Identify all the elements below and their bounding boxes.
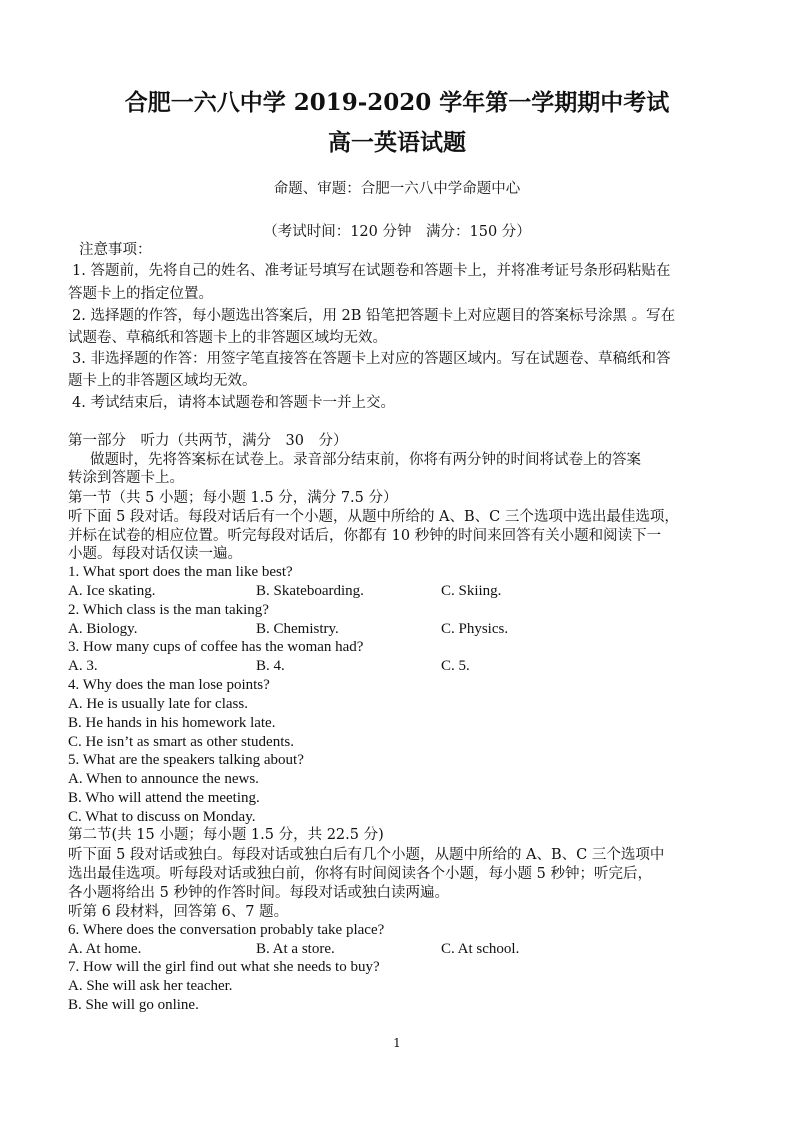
option-a: A. He is usually late for class. <box>68 696 248 712</box>
page-number: 1 <box>393 1036 401 1050</box>
option-b: B. 4. <box>256 658 285 674</box>
option-a: A. Ice skating. <box>68 583 156 599</box>
option-a: A. She will ask her teacher. <box>68 978 233 994</box>
question-text: 2. Which class is the man taking? <box>68 602 269 618</box>
notice-heading: 注意事项： <box>79 242 152 258</box>
option-c: C. At school. <box>441 941 520 957</box>
exam-title: 合肥一六八中学 2019-2020 学年第一学期期中考试 <box>124 89 670 116</box>
section2-heading: 第二节(共 15 小题；每小题 1.5 分，共 22.5 分) <box>68 827 384 843</box>
exam-author: 命题、审题：合肥一六八中学命题中心 <box>273 181 521 197</box>
option-c: C. He isn’t as smart as other students. <box>68 734 294 750</box>
option-b: B. She will go online. <box>68 997 199 1013</box>
notice-line: 答题卡上的指定位置。 <box>68 286 213 302</box>
question-text: 5. What are the speakers talking about? <box>68 752 304 768</box>
question-text: 1. What sport does the man like best? <box>68 564 293 580</box>
notice-line: 2. 选择题的作答，每小题选出答案后，用 2B 铅笔把答题卡上对应题目的答案标号涂黑 。写在 <box>72 308 676 324</box>
section2-instruction: 各小题将给出 5 秒钟的作答时间。每段对话或独白读两遍。 <box>68 885 449 901</box>
option-a: A. Biology. <box>68 621 138 637</box>
part1-intro: 做题时，先将答案标在试卷上。录音部分结束前，你将有两分钟的时间将试卷上的答案 <box>90 452 641 468</box>
option-a: A. At home. <box>68 941 142 957</box>
option-b: B. At a store. <box>256 941 335 957</box>
part1-heading: 第一部分 听力（共两节，满分 30 分） <box>68 433 348 449</box>
notice-line: 3. 非选择题的作答：用签字笔直接答在答题卡上对应的答题区域内。写在试题卷、草稿纸和答 <box>72 351 671 367</box>
section1-instruction: 并标在试卷的相应位置。听完每段对话后，你都有 10 秒钟的时间来回答有关小题和阅读下一 <box>68 528 662 544</box>
option-a: A. 3. <box>68 658 98 674</box>
option-c: C. Physics. <box>441 621 509 637</box>
section2-instruction: 选出最佳选项。听每段对话或独白前，你将有时间阅读各个小题，每小题 5 秒钟；听完后， <box>68 866 652 882</box>
material-heading: 听第 6 段材料，回答第 6、7 题。 <box>68 904 289 920</box>
section1-heading: 第一节（共 5 小题；每小题 1.5 分，满分 7.5 分） <box>68 490 398 506</box>
notice-line: 4. 考试结束后，请将本试题卷和答题卡一并上交。 <box>72 395 395 411</box>
section1-instruction: 听下面 5 段对话。每段对话后有一个小题，从题中所给的 A、B、C 三个选项中选出最佳选项， <box>68 509 679 525</box>
question-text: 6. Where does the conversation probably take place? <box>68 922 385 938</box>
section2-instruction: 听下面 5 段对话或独白。每段对话或独白后有几个小题，从题中所给的 A、B、C 三个选项中 <box>68 847 665 863</box>
option-c: C. What to discuss on Monday. <box>68 809 256 825</box>
notice-line: 试题卷、草稿纸和答题卡上的非答题区域均无效。 <box>68 330 387 346</box>
option-b: B. Chemistry. <box>256 621 339 637</box>
question-text: 3. How many cups of coffee has the woman had? <box>68 639 364 655</box>
question-text: 4. Why does the man lose points? <box>68 677 270 693</box>
part1-intro: 转涂到答题卡上。 <box>68 470 184 486</box>
exam-info: （考试时间：120 分钟 满分：150 分） <box>263 224 531 240</box>
option-c: C. Skiing. <box>441 583 502 599</box>
option-b: B. Skateboarding. <box>256 583 364 599</box>
option-c: C. 5. <box>441 658 470 674</box>
option-b: B. Who will attend the meeting. <box>68 790 260 806</box>
notice-line: 1. 答题前，先将自己的姓名、准考证号填写在试题卷和答题卡上，并将准考证号条形码粘贴在 <box>72 263 671 279</box>
question-text: 7. How will the girl find out what she needs to buy? <box>68 959 380 975</box>
exam-subtitle: 高一英语试题 <box>328 129 466 156</box>
notice-line: 题卡上的非答题区域均无效。 <box>68 373 257 389</box>
option-b: B. He hands in his homework late. <box>68 715 276 731</box>
option-a: A. When to announce the news. <box>68 771 259 787</box>
section1-instruction: 小题。每段对话仅读一遍。 <box>68 546 242 562</box>
